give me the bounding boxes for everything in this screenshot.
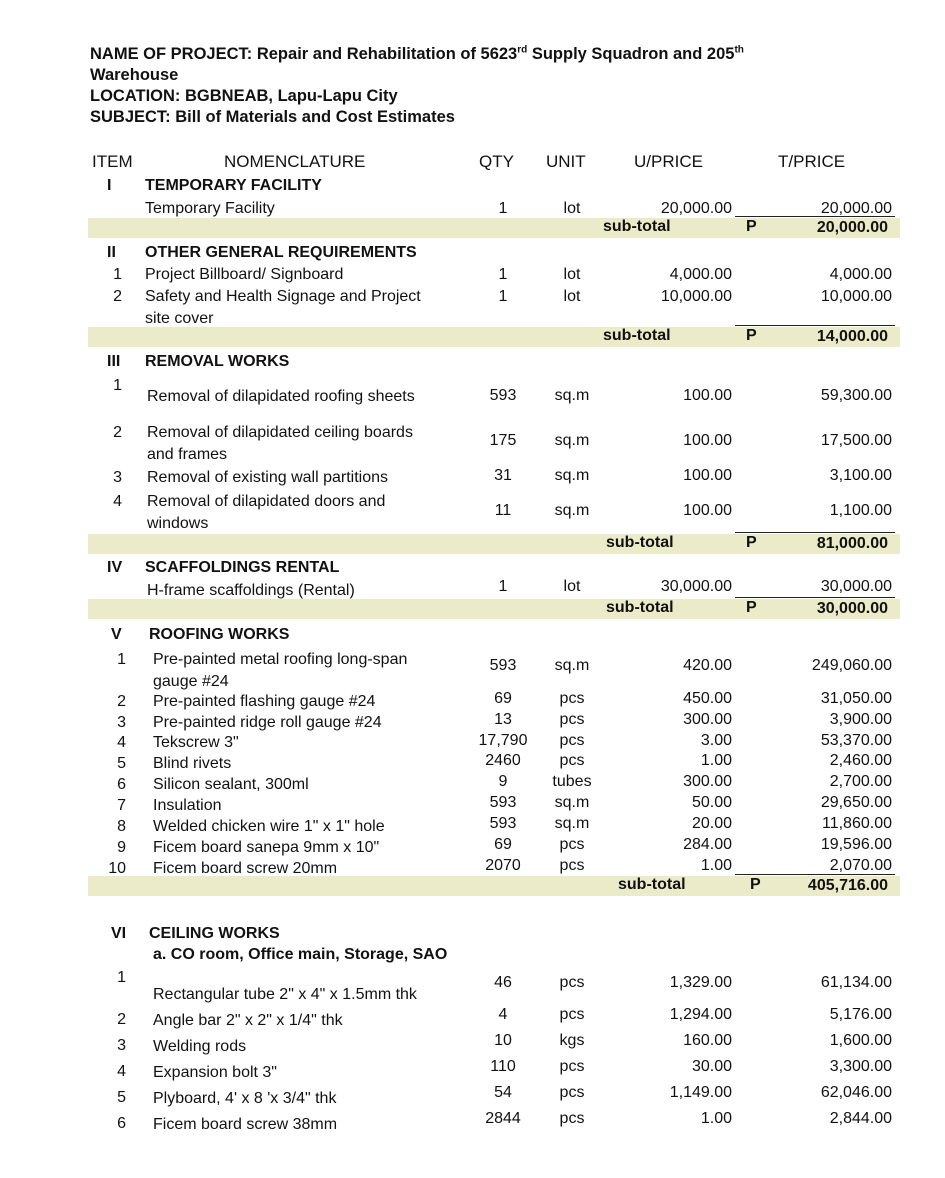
item-description: Safety and Health Signage and Project — [145, 288, 421, 305]
item-unit-price: 1.00 — [700, 857, 732, 874]
item-unit: sq.m — [554, 387, 590, 404]
section-number: V — [111, 626, 122, 643]
document-subject: SUBJECT: Bill of Materials and Cost Estimates — [90, 108, 455, 126]
subtotal-value: 405,716.00 — [807, 877, 888, 894]
item-description: and frames — [147, 446, 228, 463]
item-unit: pcs — [559, 836, 585, 853]
item-total-price: 3,900.00 — [829, 711, 892, 728]
subtotal-value: 30,000.00 — [816, 600, 888, 617]
item-unit-price: 30,000.00 — [660, 578, 732, 595]
item-qty: 1 — [498, 200, 508, 217]
item-qty: 10 — [494, 1032, 512, 1049]
item-description: gauge #24 — [153, 673, 229, 690]
item-unit: pcs — [559, 1058, 585, 1075]
item-description: Ficem board screw 20mm — [153, 860, 338, 877]
item-unit-price: 1,329.00 — [669, 974, 732, 991]
subtotal-label: sub-total — [606, 534, 674, 551]
item-description: Plyboard, 4' x 8 'x 3/4" thk — [153, 1090, 337, 1107]
item-number: 5 — [117, 1089, 126, 1106]
item-qty: 17,790 — [478, 732, 528, 749]
item-qty: 2844 — [485, 1110, 521, 1127]
item-unit: sq.m — [554, 815, 590, 832]
item-number: 2 — [113, 424, 122, 441]
peso-sign: P — [746, 599, 757, 616]
item-unit-price: 300.00 — [683, 773, 732, 790]
item-qty: 1 — [498, 288, 508, 305]
item-total-price: 29,650.00 — [820, 794, 892, 811]
item-unit: pcs — [559, 857, 585, 874]
column-header-tprice: T/PRICE — [778, 152, 846, 171]
item-total-price: 3,100.00 — [829, 467, 892, 484]
document-header — [90, 44, 890, 128]
subtotal-rule — [735, 874, 895, 875]
item-qty: 593 — [489, 815, 517, 832]
item-total-price: 31,050.00 — [820, 690, 892, 707]
item-number: 7 — [117, 797, 126, 814]
item-unit: pcs — [559, 752, 585, 769]
peso-sign: P — [750, 876, 761, 893]
item-total-price: 4,000.00 — [829, 266, 892, 283]
item-unit-price: 30.00 — [691, 1058, 732, 1075]
item-unit-price: 1.00 — [700, 752, 732, 769]
item-description: Rectangular tube 2" x 4" x 1.5mm thk — [153, 986, 417, 1003]
subtotal-label: sub-total — [618, 876, 686, 893]
item-qty: 110 — [490, 1058, 516, 1075]
item-number: 2 — [117, 693, 126, 710]
item-unit-price: 3.00 — [700, 732, 732, 749]
item-unit: pcs — [559, 1084, 585, 1101]
item-total-price: 249,060.00 — [811, 657, 892, 674]
item-unit-price: 4,000.00 — [669, 266, 732, 283]
item-unit: lot — [563, 578, 581, 595]
item-number: 1 — [117, 969, 126, 986]
item-number: 6 — [117, 1115, 126, 1132]
section-title: CEILING WORKS — [149, 925, 280, 942]
section-title: TEMPORARY FACILITY — [145, 177, 322, 194]
section-title: ROOFING WORKS — [149, 626, 290, 643]
section-title: OTHER GENERAL REQUIREMENTS — [145, 244, 417, 261]
item-unit-price: 10,000.00 — [660, 288, 732, 305]
section-number: III — [107, 353, 121, 370]
item-number: 4 — [117, 734, 126, 751]
item-unit-price: 1,149.00 — [669, 1084, 732, 1101]
item-total-price: 61,134.00 — [820, 974, 892, 991]
item-unit-price: 100.00 — [683, 467, 732, 484]
subtotal-label: sub-total — [603, 327, 671, 344]
item-description: Welded chicken wire 1" x 1" hole — [153, 818, 385, 835]
item-unit-price: 160.00 — [683, 1032, 732, 1049]
item-qty: 69 — [494, 836, 512, 853]
column-header-item: ITEM — [92, 152, 133, 171]
item-unit-price: 100.00 — [683, 387, 732, 404]
item-total-price: 3,300.00 — [829, 1058, 892, 1075]
item-number: 2 — [113, 288, 122, 305]
section-title: REMOVAL WORKS — [145, 353, 290, 370]
item-description: windows — [147, 515, 209, 532]
item-description: Project Billboard/ Signboard — [145, 266, 344, 283]
item-description: Temporary Facility — [145, 200, 275, 217]
item-unit-price: 20.00 — [691, 815, 732, 832]
item-total-price: 53,370.00 — [820, 732, 892, 749]
item-description: H-frame scaffoldings (Rental) — [147, 582, 355, 599]
column-header-unit: UNIT — [546, 152, 586, 171]
subtotal-rule — [735, 532, 895, 533]
item-description: Silicon sealant, 300ml — [153, 776, 309, 793]
item-description: Welding rods — [153, 1038, 247, 1055]
item-number: 8 — [117, 818, 126, 835]
peso-sign: P — [746, 218, 757, 235]
subtotal-label: sub-total — [603, 218, 671, 235]
item-total-price: 20,000.00 — [820, 200, 892, 217]
item-unit: pcs — [559, 732, 585, 749]
item-qty: 13 — [494, 711, 512, 728]
item-qty: 4 — [498, 1006, 508, 1023]
item-description: Pre-painted ridge roll gauge #24 — [153, 714, 382, 731]
section-subtitle: a. CO room, Office main, Storage, SAO — [153, 946, 448, 963]
item-number: 3 — [113, 469, 122, 486]
item-qty: 1 — [498, 578, 508, 595]
peso-sign: P — [746, 534, 757, 551]
item-number: 9 — [117, 839, 126, 856]
item-unit: sq.m — [554, 432, 590, 449]
subtotal-value: 20,000.00 — [816, 219, 888, 236]
item-total-price: 30,000.00 — [820, 578, 892, 595]
item-total-price: 62,046.00 — [820, 1084, 892, 1101]
item-unit: pcs — [559, 711, 585, 728]
item-number: 1 — [113, 266, 122, 283]
item-description: Removal of existing wall partitions — [147, 469, 388, 486]
item-description: Ficem board screw 38mm — [153, 1116, 338, 1133]
item-unit: sq.m — [554, 794, 590, 811]
item-description: Removal of dilapidated roofing sheets — [147, 388, 415, 405]
section-title: SCAFFOLDINGS RENTAL — [145, 559, 340, 576]
item-number: 3 — [117, 714, 126, 731]
peso-sign: P — [746, 327, 757, 344]
item-qty: 69 — [494, 690, 512, 707]
item-total-price: 1,600.00 — [829, 1032, 892, 1049]
item-number: 3 — [117, 1037, 126, 1054]
item-qty: 54 — [494, 1084, 512, 1101]
item-total-price: 10,000.00 — [820, 288, 892, 305]
item-unit-price: 100.00 — [683, 502, 732, 519]
item-number: 2 — [117, 1011, 126, 1028]
section-number: II — [107, 244, 116, 261]
item-qty: 2460 — [485, 752, 521, 769]
item-unit: kgs — [559, 1032, 585, 1049]
item-qty: 593 — [489, 794, 517, 811]
item-unit: tubes — [552, 773, 592, 790]
item-unit: sq.m — [554, 657, 590, 674]
project-name-continued: Warehouse — [90, 66, 179, 84]
subtotal-label: sub-total — [606, 599, 674, 616]
item-description: Tekscrew 3" — [153, 734, 239, 751]
section-number: VI — [111, 925, 127, 942]
item-qty: 31 — [494, 467, 512, 484]
item-total-price: 17,500.00 — [820, 432, 892, 449]
section-number: I — [107, 177, 112, 194]
item-total-price: 5,176.00 — [829, 1006, 892, 1023]
item-unit: sq.m — [554, 502, 590, 519]
column-header-qty: QTY — [479, 152, 514, 171]
item-total-price: 2,844.00 — [829, 1110, 892, 1127]
item-description: site cover — [145, 310, 214, 327]
item-qty: 2070 — [485, 857, 521, 874]
section-number: IV — [107, 559, 123, 576]
item-number: 1 — [113, 377, 122, 394]
subtotal-rule — [735, 325, 895, 326]
subtotal-rule — [735, 216, 895, 217]
item-unit-price: 1,294.00 — [669, 1006, 732, 1023]
item-number: 10 — [108, 860, 126, 877]
item-number: 1 — [117, 651, 126, 668]
item-description: Pre-painted flashing gauge #24 — [153, 693, 376, 710]
item-total-price: 59,300.00 — [820, 387, 892, 404]
item-number: 5 — [117, 755, 126, 772]
project-location: LOCATION: BGBNEAB, Lapu-Lapu City — [90, 87, 398, 105]
item-unit-price: 1.00 — [700, 1110, 732, 1127]
item-total-price: 1,100.00 — [829, 502, 892, 519]
item-qty: 9 — [498, 773, 508, 790]
item-total-price: 19,596.00 — [820, 836, 892, 853]
item-description: Insulation — [153, 797, 222, 814]
subtotal-value: 81,000.00 — [816, 535, 888, 552]
item-unit-price: 284.00 — [683, 836, 732, 853]
item-qty: 175 — [489, 432, 517, 449]
item-description: Ficem board sanepa 9mm x 10" — [153, 839, 380, 856]
item-unit: pcs — [559, 1110, 585, 1127]
item-qty: 593 — [489, 387, 517, 404]
item-description: Pre-painted metal roofing long-span — [153, 651, 408, 668]
item-unit: pcs — [559, 974, 585, 991]
item-qty: 593 — [489, 657, 517, 674]
item-total-price: 2,070.00 — [829, 857, 892, 874]
item-qty: 1 — [498, 266, 508, 283]
column-header-uprice: U/PRICE — [634, 152, 703, 171]
item-unit: pcs — [559, 1006, 585, 1023]
item-unit-price: 450.00 — [683, 690, 732, 707]
item-description: Removal of dilapidated doors and — [147, 493, 386, 510]
item-total-price: 11,860.00 — [822, 815, 892, 832]
item-unit: pcs — [559, 690, 585, 707]
project-name: NAME OF PROJECT: Repair and Rehabilitation of 5623rd Supply Squadron and 205th — [90, 44, 744, 63]
item-number: 4 — [117, 1063, 126, 1080]
item-number: 6 — [117, 776, 126, 793]
item-description: Blind rivets — [153, 755, 232, 772]
item-description: Expansion bolt 3" — [153, 1064, 277, 1081]
item-qty: 11 — [494, 502, 512, 519]
column-header-nomenclature: NOMENCLATURE — [224, 152, 366, 171]
item-unit-price: 420.00 — [683, 657, 732, 674]
item-unit-price: 100.00 — [683, 432, 732, 449]
item-unit-price: 20,000.00 — [660, 200, 732, 217]
subtotal-value: 14,000.00 — [816, 328, 888, 345]
item-unit-price: 50.00 — [691, 794, 732, 811]
item-description: Angle bar 2" x 2" x 1/4" thk — [153, 1012, 343, 1029]
subtotal-rule — [735, 597, 895, 598]
item-total-price: 2,700.00 — [829, 773, 892, 790]
item-unit: lot — [563, 200, 581, 217]
item-unit: lot — [563, 288, 581, 305]
item-unit: lot — [563, 266, 581, 283]
item-total-price: 2,460.00 — [829, 752, 892, 769]
item-description: Removal of dilapidated ceiling boards — [147, 424, 413, 441]
item-unit: sq.m — [554, 467, 590, 484]
item-qty: 46 — [494, 974, 512, 991]
item-unit-price: 300.00 — [683, 711, 732, 728]
item-number: 4 — [113, 493, 122, 510]
